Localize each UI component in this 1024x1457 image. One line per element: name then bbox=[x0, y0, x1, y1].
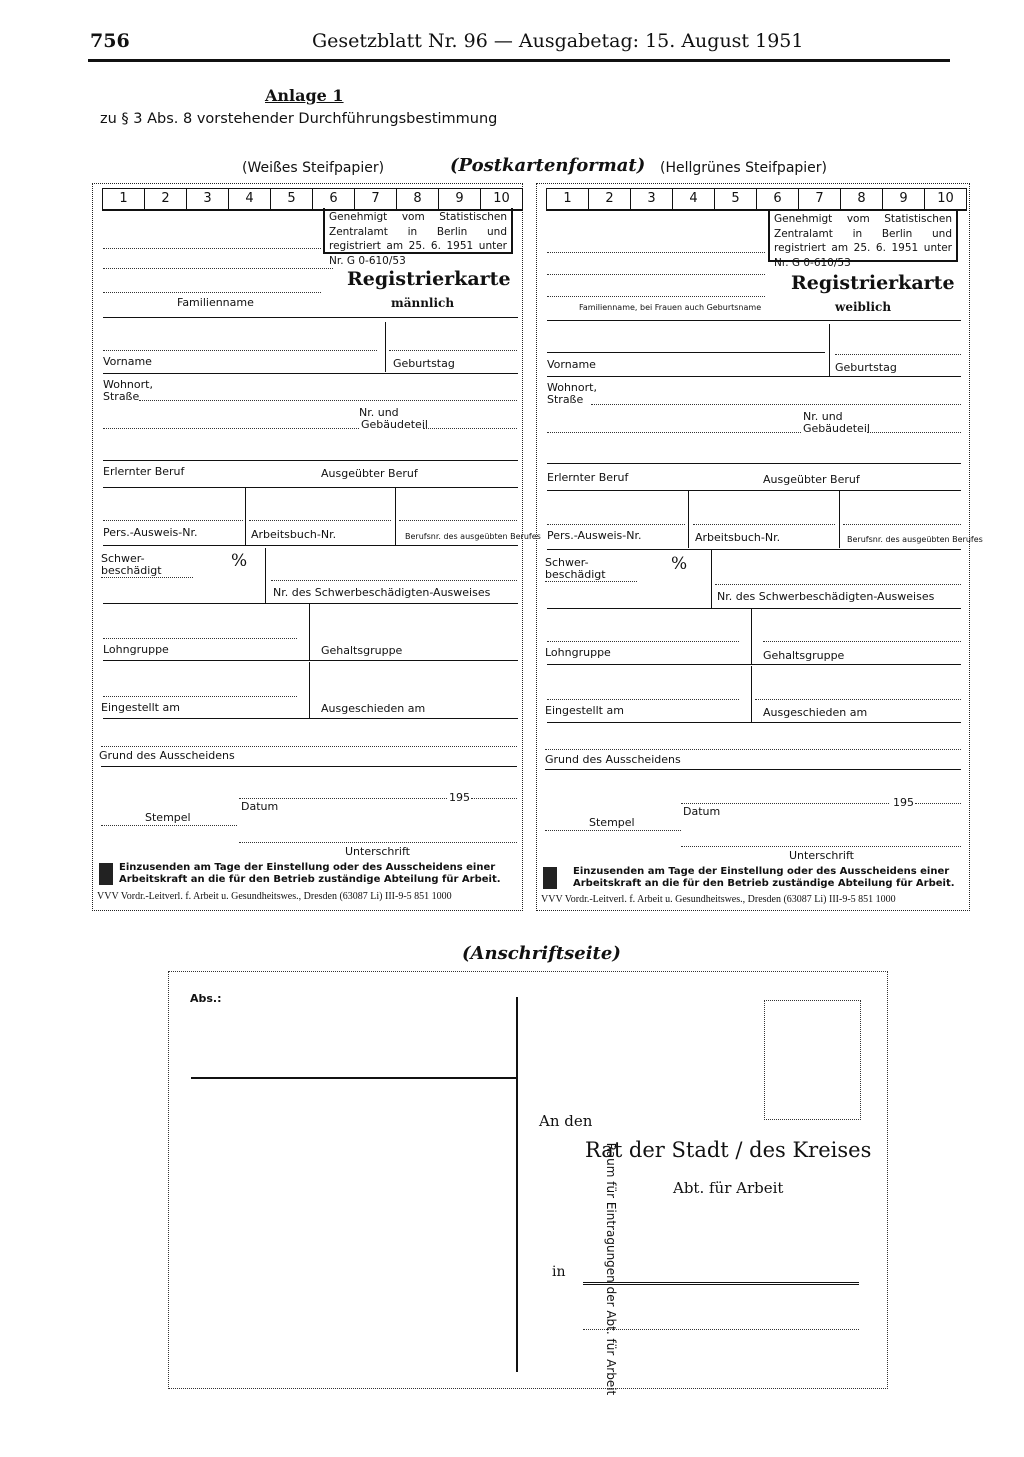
entry-line bbox=[103, 248, 321, 249]
address-card bbox=[168, 971, 888, 1396]
divider bbox=[103, 460, 518, 461]
building-part-label: Gebäudeteil bbox=[361, 418, 428, 431]
annex-subtitle: zu § 3 Abs. 8 vorstehender Durchführungsbestimmung bbox=[100, 111, 498, 127]
column-number: 5 bbox=[715, 189, 757, 209]
submission-note: Einzusenden am Tage der Einstellung oder des Ausscheidens einer Arbeitskraft an die für den Betrieb zuständige Abteilung für Arbeit. bbox=[573, 866, 955, 889]
wage-group-label: Lohngruppe bbox=[545, 646, 611, 659]
page-number: 756 bbox=[90, 30, 130, 52]
date-field[interactable] bbox=[681, 803, 889, 804]
column-number: 10 bbox=[937, 191, 954, 206]
disability-field[interactable] bbox=[101, 577, 193, 578]
disability-id-label: Nr. des Schwerbeschädigten-Ausweises bbox=[717, 590, 935, 603]
divider bbox=[103, 487, 518, 488]
divider bbox=[103, 373, 518, 374]
divider bbox=[751, 666, 752, 722]
entry-line bbox=[547, 252, 765, 253]
postage-stamp-box bbox=[764, 1000, 861, 1120]
column-number: 3 bbox=[631, 189, 673, 209]
divider bbox=[547, 549, 961, 550]
column-number: 10 bbox=[493, 191, 510, 206]
wage-group-field[interactable] bbox=[103, 638, 297, 639]
sender-label: Abs.: bbox=[190, 992, 222, 1005]
divider bbox=[103, 718, 518, 719]
black-marker bbox=[543, 867, 557, 889]
first-name-field[interactable] bbox=[103, 350, 377, 351]
divider bbox=[829, 324, 830, 376]
divider bbox=[103, 603, 518, 604]
year-field[interactable] bbox=[471, 798, 517, 799]
leave-date-field[interactable] bbox=[755, 699, 961, 700]
signature-field[interactable] bbox=[239, 842, 517, 843]
disability-id-field[interactable] bbox=[271, 580, 517, 581]
building-field[interactable] bbox=[423, 428, 517, 429]
number-label: Nr. und bbox=[359, 406, 399, 419]
id-number-field[interactable] bbox=[547, 524, 685, 525]
entry-line bbox=[547, 274, 765, 275]
divider bbox=[839, 490, 840, 548]
building-field[interactable] bbox=[547, 432, 801, 433]
divider bbox=[245, 487, 246, 545]
profession-number-label: Berufsnr. des ausgeübten Berufes bbox=[405, 532, 541, 541]
leave-reason-label: Grund des Ausscheidens bbox=[545, 753, 681, 766]
percent-sign: % bbox=[671, 554, 688, 574]
approval-note: Genehmigt vom Statistischen Zentralamt in Berlin und registriert am 25. 6. 1951 unter Nr. G 0-610/53 bbox=[768, 210, 958, 262]
salary-group-label: Gehaltsgruppe bbox=[763, 649, 845, 662]
divider bbox=[385, 322, 386, 372]
leave-date-label: Ausgeschieden am bbox=[763, 706, 868, 719]
format-title: (Postkartenformat) bbox=[450, 155, 646, 176]
column-number: 8 bbox=[841, 189, 883, 209]
registration-card-female bbox=[536, 183, 983, 911]
disabled-label-2: beschädigt bbox=[545, 568, 606, 581]
street-field[interactable] bbox=[591, 404, 961, 405]
divider bbox=[711, 550, 712, 608]
column-number: 7 bbox=[355, 189, 397, 209]
salary-group-field[interactable] bbox=[763, 641, 961, 642]
disability-id-label: Nr. des Schwerbeschädigten-Ausweises bbox=[273, 586, 491, 599]
learned-profession-label: Erlernter Beruf bbox=[547, 471, 629, 484]
divider bbox=[547, 664, 961, 665]
leave-date-label: Ausgeschieden am bbox=[321, 702, 426, 715]
column-number: 6 bbox=[757, 189, 799, 209]
leave-reason-field[interactable] bbox=[101, 746, 517, 747]
street-field[interactable] bbox=[139, 400, 517, 401]
learned-profession-label: Erlernter Beruf bbox=[103, 465, 185, 478]
printer-imprint: VVV Vordr.-Leitverl. f. Arbeit u. Gesundheitswes., Dresden (63087 Li) III-9-5 851 1000 bbox=[97, 891, 452, 902]
column-number: 2 bbox=[589, 189, 631, 209]
birthday-field[interactable] bbox=[389, 350, 517, 351]
office-use-note: Raum für Eintragungen der Abt. für Arbeit bbox=[604, 1142, 618, 1396]
address-side-title: (Anschriftseite) bbox=[462, 943, 621, 964]
column-number: 5 bbox=[271, 189, 313, 209]
stamp-label: Stempel bbox=[589, 816, 635, 829]
divider bbox=[547, 463, 961, 464]
hire-date-label: Eingestellt am bbox=[545, 704, 624, 717]
signature-label: Unterschrift bbox=[345, 845, 410, 858]
divider bbox=[547, 608, 961, 609]
disabled-label-2: beschädigt bbox=[101, 564, 162, 577]
divider bbox=[265, 548, 266, 604]
street-label: Straße bbox=[103, 390, 140, 403]
address-extra-line[interactable] bbox=[583, 1329, 859, 1330]
residence-label: Wohnort, bbox=[547, 381, 597, 394]
percent-sign: % bbox=[231, 551, 248, 571]
location-field[interactable] bbox=[583, 1282, 859, 1285]
disabled-label: Schwer- bbox=[545, 556, 589, 569]
column-number-row bbox=[546, 188, 967, 211]
id-number-label: Pers.-Ausweis-Nr. bbox=[547, 529, 642, 542]
column-number: 9 bbox=[439, 189, 481, 209]
date-label: Datum bbox=[683, 805, 721, 818]
header-rule bbox=[88, 59, 950, 62]
profession-number-field[interactable] bbox=[399, 520, 517, 521]
sender-line[interactable] bbox=[191, 1077, 516, 1079]
family-name-field[interactable] bbox=[547, 296, 765, 297]
divider bbox=[309, 662, 310, 718]
addressee-prefix: An den bbox=[539, 1112, 593, 1130]
paper-type-left: (Weißes Steifpapier) bbox=[242, 160, 385, 176]
id-number-label: Pers.-Ausweis-Nr. bbox=[103, 526, 198, 539]
entry-line bbox=[103, 268, 333, 269]
divider bbox=[101, 766, 517, 767]
divider bbox=[516, 997, 518, 1372]
first-name-field[interactable] bbox=[547, 352, 825, 353]
column-number: 8 bbox=[397, 189, 439, 209]
residence-label: Wohnort, bbox=[103, 378, 153, 391]
workbook-number-label: Arbeitsbuch-Nr. bbox=[251, 528, 337, 541]
workbook-number-field[interactable] bbox=[693, 524, 835, 525]
year-prefix: 195 bbox=[449, 791, 470, 804]
divider bbox=[103, 545, 518, 546]
card-subtitle: männlich bbox=[391, 296, 455, 310]
workbook-number-label: Arbeitsbuch-Nr. bbox=[695, 531, 781, 544]
divider bbox=[103, 317, 518, 318]
first-name-label: Vorname bbox=[103, 355, 152, 368]
column-number: 6 bbox=[313, 189, 355, 209]
building-field[interactable] bbox=[103, 428, 359, 429]
divider bbox=[547, 320, 961, 321]
divider bbox=[547, 376, 961, 377]
leave-reason-label: Grund des Ausscheidens bbox=[99, 749, 235, 762]
birthday-field[interactable] bbox=[835, 354, 961, 355]
date-field[interactable] bbox=[239, 798, 447, 799]
birthday-label: Geburtstag bbox=[835, 361, 897, 374]
divider bbox=[395, 487, 396, 545]
disability-field[interactable] bbox=[545, 581, 637, 582]
salary-group-label: Gehaltsgruppe bbox=[321, 644, 403, 657]
divider bbox=[751, 608, 752, 664]
id-number-field[interactable] bbox=[103, 520, 243, 521]
card-title: Registrierkarte bbox=[791, 272, 955, 294]
submission-note: Einzusenden am Tage der Einstellung oder des Ausscheidens einer Arbeitskraft an die für den Betrieb zuständige Abteilung für Arbeit. bbox=[119, 862, 501, 885]
birthday-label: Geburtstag bbox=[393, 357, 455, 370]
divider bbox=[547, 722, 961, 723]
disability-id-field[interactable] bbox=[715, 584, 961, 585]
card-subtitle: weiblich bbox=[835, 300, 892, 314]
addressee-department: Abt. für Arbeit bbox=[673, 1179, 784, 1197]
column-number: 1 bbox=[547, 189, 589, 209]
hire-date-field[interactable] bbox=[547, 699, 739, 700]
black-marker bbox=[99, 863, 113, 885]
signature-label: Unterschrift bbox=[789, 849, 854, 862]
signature-field[interactable] bbox=[681, 846, 961, 847]
column-number: 2 bbox=[145, 189, 187, 209]
hire-date-field[interactable] bbox=[103, 696, 297, 697]
approval-note: Genehmigt vom Statistischen Zentralamt in Berlin und registriert am 25. 6. 1951 unter Nr. G 0-610/53 bbox=[323, 208, 513, 254]
divider bbox=[103, 660, 518, 661]
practiced-profession-label: Ausgeübter Beruf bbox=[321, 467, 418, 480]
divider bbox=[545, 769, 961, 770]
column-number: 1 bbox=[103, 189, 145, 209]
first-name-label: Vorname bbox=[547, 358, 596, 371]
wage-group-label: Lohngruppe bbox=[103, 643, 169, 656]
leave-reason-field[interactable] bbox=[545, 749, 961, 750]
stamp-label: Stempel bbox=[145, 811, 191, 824]
number-label: Nr. und bbox=[803, 410, 843, 423]
wage-group-field[interactable] bbox=[547, 641, 739, 642]
column-number: 9 bbox=[883, 189, 925, 209]
column-number: 4 bbox=[673, 189, 715, 209]
disabled-label: Schwer- bbox=[101, 552, 145, 565]
building-field[interactable] bbox=[867, 432, 961, 433]
divider bbox=[688, 490, 689, 548]
profession-number-field[interactable] bbox=[843, 524, 961, 525]
hire-date-label: Eingestellt am bbox=[101, 701, 180, 714]
column-number: 4 bbox=[229, 189, 271, 209]
column-number: 3 bbox=[187, 189, 229, 209]
stamp-field[interactable] bbox=[101, 825, 237, 826]
stamp-field[interactable] bbox=[545, 830, 681, 831]
printer-imprint: VVV Vordr.-Leitverl. f. Arbeit u. Gesundheitswes., Dresden (63087 Li) III-9-5 851 1000 bbox=[541, 894, 896, 905]
practiced-profession-label: Ausgeübter Beruf bbox=[763, 473, 860, 486]
family-name-label: Familienname bbox=[177, 296, 254, 309]
profession-number-label: Berufsnr. des ausgeübten Berufes bbox=[847, 535, 983, 544]
paper-type-right: (Hellgrünes Steifpapier) bbox=[660, 160, 828, 176]
addressee-name: Rat der Stadt / des Kreises bbox=[585, 1138, 872, 1162]
location-label: in bbox=[552, 1264, 566, 1280]
divider bbox=[547, 490, 961, 491]
gazette-title: Gesetzblatt Nr. 96 — Ausgabetag: 15. August 1951 bbox=[312, 30, 804, 52]
column-number: 7 bbox=[799, 189, 841, 209]
workbook-number-field[interactable] bbox=[249, 520, 391, 521]
year-prefix: 195 bbox=[893, 796, 914, 809]
family-name-label: Familienname, bei Frauen auch Geburtsname bbox=[579, 303, 762, 312]
annex-title: Anlage 1 bbox=[265, 86, 344, 105]
date-label: Datum bbox=[241, 800, 279, 813]
year-field[interactable] bbox=[915, 803, 961, 804]
street-label: Straße bbox=[547, 393, 584, 406]
divider bbox=[309, 604, 310, 660]
registration-card-male bbox=[92, 183, 541, 911]
family-name-field[interactable] bbox=[103, 292, 321, 293]
card-title: Registrierkarte bbox=[347, 268, 511, 290]
building-part-label: Gebäudeteil bbox=[803, 422, 870, 435]
